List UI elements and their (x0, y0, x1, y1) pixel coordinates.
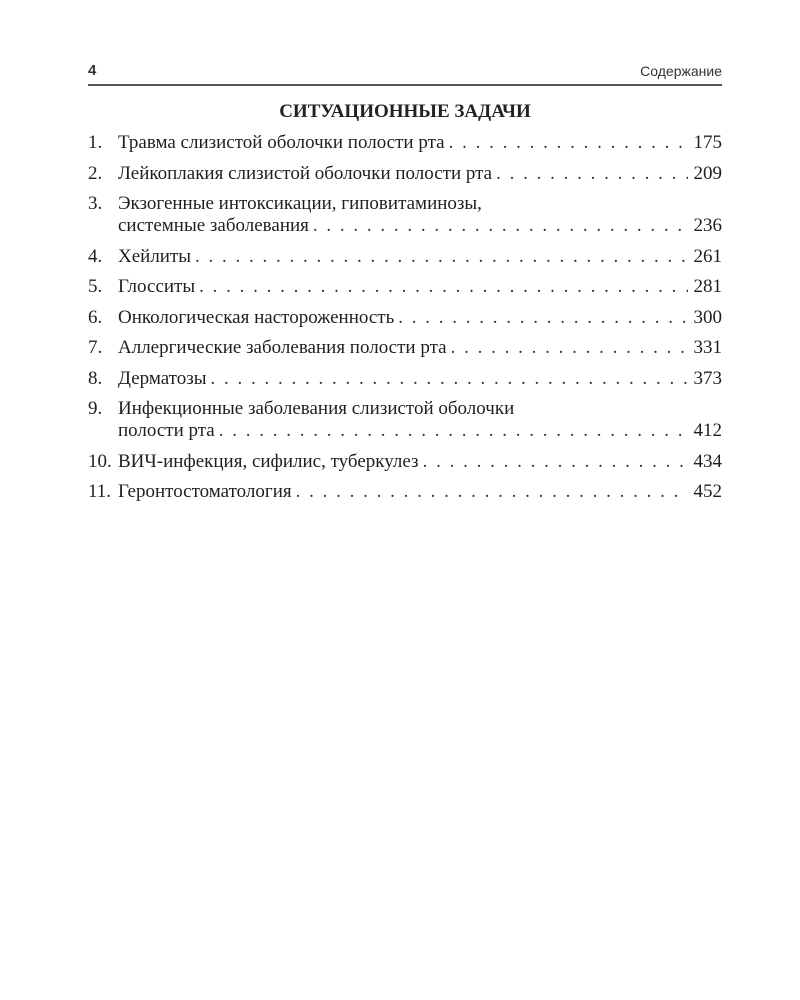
toc-entry-title-line1: Инфекционные заболевания слизистой оболочки (118, 398, 515, 419)
toc-entry-title: Травма слизистой оболочки полости рта (118, 132, 449, 154)
toc-entry[interactable] (88, 451, 722, 473)
dot-leader (496, 163, 687, 185)
toc-entry[interactable] (88, 132, 722, 154)
toc-entry-number: 2. (88, 162, 103, 184)
toc-entry-number: 6. (88, 306, 103, 328)
toc-entry-number: 3. (88, 193, 103, 214)
table-of-contents (88, 132, 722, 512)
dot-leader (423, 451, 688, 473)
toc-entry-page: 236 (688, 215, 723, 237)
dot-leader (219, 420, 688, 442)
toc-entry-title-line2: системные заболевания (118, 215, 313, 237)
toc-entry[interactable] (88, 398, 722, 442)
toc-entry-title: Хейлиты (118, 246, 195, 268)
toc-entry[interactable] (88, 163, 722, 185)
toc-entry[interactable] (88, 481, 722, 503)
dot-leader (199, 276, 687, 298)
toc-entry-title: Аллергические заболевания полости рта (118, 337, 451, 359)
toc-entry-title: Дерматозы (118, 368, 211, 390)
toc-entry-number: 9. (88, 398, 103, 419)
toc-entry[interactable] (88, 337, 722, 359)
toc-entry-number: 5. (88, 276, 103, 297)
toc-entry-number: 10. (88, 450, 112, 472)
toc-entry-page: 331 (688, 337, 723, 359)
section-title: СИТУАЦИОННЫЕ ЗАДАЧИ (279, 101, 531, 122)
toc-entry-number: 7. (88, 337, 103, 358)
toc-entry-number: 11. (88, 481, 112, 502)
toc-entry-page: 175 (688, 132, 723, 154)
dot-leader (451, 337, 688, 359)
toc-entry-page: 300 (688, 307, 723, 329)
toc-entry-page: 281 (688, 276, 723, 298)
toc-entry-number: 4. (88, 245, 103, 267)
page-header (88, 62, 722, 86)
toc-entry[interactable] (88, 193, 722, 237)
running-head: Содержание (640, 63, 722, 79)
toc-entry-number: 1. (88, 132, 103, 153)
toc-entry-number: 8. (88, 367, 103, 389)
toc-entry-title: Лейкоплакия слизистой оболочки полости рта (118, 163, 496, 185)
toc-entry[interactable] (88, 276, 722, 298)
toc-entry-page: 209 (688, 163, 723, 185)
toc-entry-title: Онкологическая настороженность (118, 307, 398, 329)
dot-leader (398, 307, 687, 329)
toc-entry-page: 434 (688, 451, 723, 473)
toc-entry[interactable] (88, 368, 722, 390)
toc-entry-title: ВИЧ-инфекция, сифилис, туберкулез (118, 451, 423, 473)
toc-entry-title-line2: полости рта (118, 420, 219, 442)
toc-entry-page: 261 (688, 246, 723, 268)
toc-entry-title: Геронтостоматология (118, 481, 296, 503)
dot-leader (211, 368, 688, 390)
toc-entry-page: 373 (688, 368, 723, 390)
dot-leader (195, 246, 687, 268)
toc-entry-title: Глосситы (118, 276, 199, 298)
toc-entry[interactable] (88, 246, 722, 268)
toc-entry[interactable] (88, 307, 722, 329)
dot-leader (313, 215, 688, 237)
dot-leader (296, 481, 688, 503)
toc-entry-page: 452 (688, 481, 723, 503)
page-number: 4 (88, 62, 97, 79)
toc-entry-title-line1: Экзогенные интоксикации, гиповитаминозы, (118, 193, 482, 214)
dot-leader (449, 132, 688, 154)
toc-entry-page: 412 (688, 420, 723, 442)
